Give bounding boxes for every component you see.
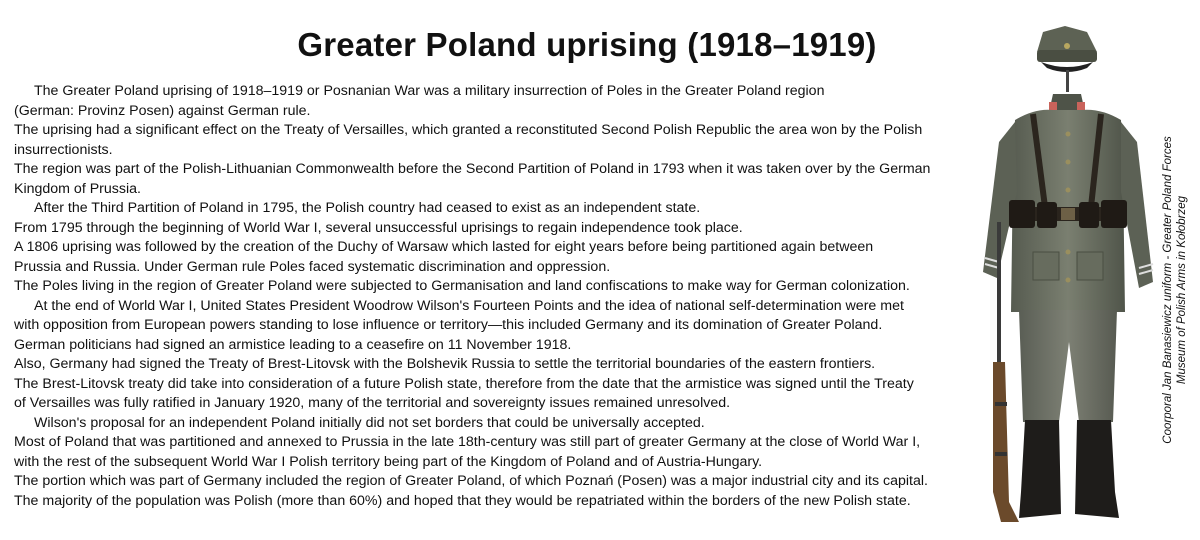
text-line: The Brest-Litovsk treaty did take into consideration of a future Polish state, therefore from the date that the armistice was signed until the Treaty — [14, 375, 914, 392]
text-line: The Poles living in the region of Greater Poland were subjected to Germanisation and land confiscations to make way for German colonization. — [14, 278, 910, 294]
text-line: with the rest of the subsequent World War I Polish territory being part of the Kingdom of Poland and of Austria-Hungary. — [14, 453, 763, 470]
uniform-image — [975, 22, 1165, 532]
text-line: (German: Provinz Posen) against German rule. — [14, 102, 311, 119]
caption-line-2: Museum of Polish Arms in Kołobrzeg — [1176, 195, 1188, 385]
text-line: Wilson's proposal for an independent Poland initially did not set borders that could be universally accepted. — [34, 414, 705, 431]
text-line: The region was part of the Polish-Lithuanian Commonwealth before the Second Partition of Poland in 1793 when it was taken over by the German — [14, 161, 931, 177]
caption-line-1: Coorporal Jan Banasiewicz uniform - Greater Poland Forces — [1162, 136, 1174, 444]
text-line: of Versailles was fully ratified in January 1920, many of the territorial and sovereignty issues remained unresolved. — [14, 395, 731, 411]
text-line: The uprising had a significant effect on the Treaty of Versailles, which granted a reconstituted Second Polish Republic the area won by the Polish — [14, 122, 923, 138]
text-line: The Greater Poland uprising of 1918–1919 or Posnanian War was a military insurrection of Poles in the Greater Poland region — [34, 83, 825, 99]
text-line: After the Third Partition of Poland in 1795, the Polish country had ceased to exist as an independent state. — [34, 200, 701, 216]
text-line: Prussia and Russia. Under German rule Poles faced systematic discrimination and oppression. — [14, 258, 611, 275]
text-line: German politicians had signed an armistice leading to a ceasefire on 11 November 1918. — [14, 336, 572, 353]
text-line: with opposition from European powers standing to lose influence or territory—this included Germany and its domination of Greater Poland. — [14, 317, 883, 333]
cap — [1037, 26, 1097, 72]
text-line: Kingdom of Prussia. — [14, 180, 141, 197]
text-line: insurrectionists. — [14, 141, 113, 158]
text-line: Also, Germany had signed the Treaty of Brest-Litovsk with the Bolshevik Russia to settle the territorial boundaries of the eastern frontiers. — [14, 356, 876, 372]
text-line: Most of Poland that was partitioned and annexed to Prussia in the late 18th-century was still part of greater Germany at the close of World War I, — [14, 434, 921, 450]
text-line: A 1806 uprising was followed by the creation of the Duchy of Warsaw which lasted for eight years before being partitioned again between — [14, 239, 874, 255]
uniform-illustration — [975, 22, 1165, 532]
text-line: The majority of the population was Polish (more than 60%) and hoped that they would be repatriated within the borders of the new Polish state. — [14, 492, 911, 509]
text-line: At the end of World War I, United States President Woodrow Wilson's Fourteen Points and the idea of national self-determination were met — [34, 297, 904, 314]
article-body — [14, 82, 999, 511]
image-caption — [1145, 90, 1200, 490]
text-line: From 1795 through the beginning of World War I, several unsuccessful uprisings to regain independence took place. — [14, 219, 743, 236]
page-title: Greater Poland uprising (1918–1919) — [297, 26, 877, 63]
caption-text — [1161, 136, 1189, 443]
text-line: The portion which was part of Germany included the region of Greater Poland, of which Poznań (Posen) was a major industrial city and its capital. — [14, 473, 928, 489]
